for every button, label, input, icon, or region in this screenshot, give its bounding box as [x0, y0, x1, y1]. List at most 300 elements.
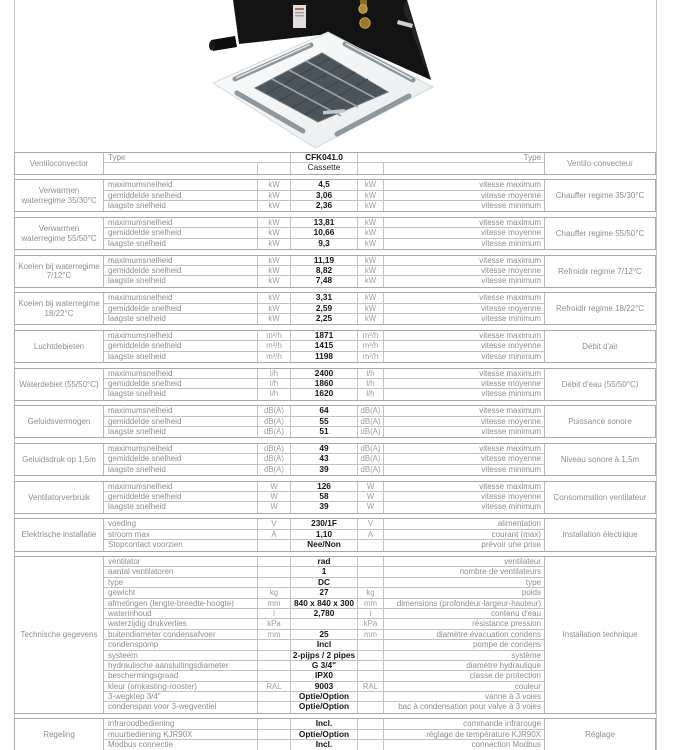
- cell-unit-right: kW: [358, 276, 384, 286]
- cell-unit-left: [258, 567, 291, 576]
- header-left-label: Ventiloconvector: [15, 153, 104, 174]
- group-label-nl: Geluidsdruk op 1,5m: [15, 444, 104, 475]
- cell-value: Optie/Option: [291, 702, 358, 712]
- cell-property-nl: kleur (omkasting-rooster): [104, 682, 258, 691]
- cell-unit-left: kW: [258, 191, 291, 200]
- cell-value: 1860: [291, 379, 358, 388]
- table-row: [104, 228, 544, 238]
- cell-property-nl: gemiddelde snelheid: [104, 492, 258, 501]
- table-row: [104, 201, 544, 211]
- cell-unit-right: kW: [358, 314, 384, 324]
- cell-unit-left: mm: [258, 599, 291, 608]
- cell-unit-right: kW: [358, 201, 384, 211]
- cell-property-nl: maximumsnelheid: [104, 331, 258, 340]
- table-row: [104, 427, 544, 437]
- cell-property-fr: alimentation: [497, 519, 541, 529]
- table-row: [104, 578, 544, 588]
- cell-property-nl: laagste snelheid: [104, 427, 258, 437]
- cell-unit-left: kW: [258, 239, 291, 249]
- table-row: [104, 661, 544, 671]
- cell-property-nl: laagste snelheid: [104, 465, 258, 475]
- spec-group: [14, 368, 656, 401]
- spec-group: [14, 255, 656, 288]
- cell-property-fr: nombre de ventilateurs: [459, 567, 541, 577]
- cell-property-fr: bac à condensation pour valve à 3 voies: [398, 702, 541, 712]
- cell-value: 10,66: [291, 228, 358, 237]
- cell-value: Optie/Option: [291, 692, 358, 701]
- cell-property-fr: contenu d'eau: [490, 608, 541, 618]
- cell-unit-right: mm: [358, 630, 384, 639]
- table-row: [104, 599, 544, 609]
- cell-value: 58: [291, 492, 358, 501]
- cell-unit-right: [358, 719, 384, 728]
- cell-unit-left: kW: [258, 293, 291, 302]
- cell-unit-right: kW: [358, 191, 384, 200]
- cell-property-nl: laagste snelheid: [104, 314, 258, 324]
- group-rows: [104, 331, 544, 362]
- cell-property-fr: vitesse minimum: [481, 351, 541, 361]
- cell-unit-left: W: [258, 492, 291, 501]
- cell-unit-left: W: [258, 502, 291, 512]
- cell-property-fr: vitesse moyenne: [480, 454, 541, 464]
- header-rows: [104, 153, 544, 174]
- group-label-nl: Geluidsvermogen: [15, 406, 104, 437]
- cell-unit-right: [358, 692, 384, 701]
- cell-value: 4,5: [291, 180, 358, 189]
- group-rows: [104, 557, 544, 713]
- header-empty-cell: [104, 163, 258, 173]
- cell-value: 2,36: [291, 201, 358, 211]
- cell-unit-right: [358, 540, 384, 550]
- cell-value: 1620: [291, 389, 358, 399]
- header-type-nl: Type: [104, 153, 291, 162]
- cell-unit-right: [358, 640, 384, 649]
- cell-property-nl: condenspan voor 3-wegventiel: [104, 702, 258, 712]
- cell-value: 55: [291, 417, 358, 426]
- cell-property-nl: maximumsnelheid: [104, 444, 258, 453]
- table-row: [104, 530, 544, 540]
- table-row: [104, 304, 544, 314]
- cell-unit-left: m³/h: [258, 331, 291, 340]
- group-label-fr: Refroidir regime 18/22°C: [544, 293, 655, 324]
- cell-property-nl: maximumsnelheid: [104, 180, 258, 189]
- cell-unit-left: RAL: [258, 682, 291, 691]
- cell-value: 51: [291, 427, 358, 437]
- cell-unit-right: m³/h: [358, 352, 384, 362]
- cell-unit-right: kW: [358, 228, 384, 237]
- cell-property-nl: laagste snelheid: [104, 239, 258, 249]
- group-label-fr: Chauffer regime 55/50°C: [544, 218, 655, 249]
- group-rows: [104, 719, 544, 750]
- cell-unit-left: kW: [258, 276, 291, 286]
- cell-unit-left: kPa: [258, 619, 291, 628]
- cell-unit-right: l/h: [358, 389, 384, 399]
- cell-property-nl: infraroodbediening: [104, 719, 258, 728]
- cell-unit-left: m³/h: [258, 341, 291, 350]
- cell-property-nl: laagste snelheid: [104, 201, 258, 211]
- table-row: [104, 702, 544, 712]
- group-label-nl: Technische gegevens: [15, 557, 104, 713]
- cell-property-fr: vitesse maximum: [479, 255, 541, 265]
- cell-value: 43: [291, 454, 358, 463]
- cell-unit-right: l: [358, 609, 384, 618]
- cell-property-fr: vitesse maximum: [479, 217, 541, 227]
- table-row: [104, 492, 544, 502]
- table-row: [104, 671, 544, 681]
- cell-value: 13,81: [291, 218, 358, 227]
- cell-unit-left: mm: [258, 630, 291, 639]
- table-row: [104, 191, 544, 201]
- drain-pipe: [211, 36, 237, 51]
- header-empty-cell: [358, 163, 384, 173]
- table-row: [104, 482, 544, 492]
- cell-property-fr: prévoir une prise: [481, 540, 541, 550]
- table-row: [104, 630, 544, 640]
- cell-unit-right: RAL: [358, 682, 384, 691]
- spec-group: [14, 292, 656, 325]
- group-label-nl: Waterdebiet (55/50°C): [15, 369, 104, 400]
- cell-value: G 3/4": [291, 661, 358, 670]
- table-row: [104, 730, 544, 740]
- table-row: [104, 389, 544, 399]
- cell-value: 39: [291, 465, 358, 475]
- cell-property-fr: couleur: [514, 681, 541, 691]
- cell-unit-right: m³/h: [358, 341, 384, 350]
- cell-unit-left: [258, 692, 291, 701]
- cell-property-nl: gemiddelde snelheid: [104, 417, 258, 426]
- header-subtype: Cassette: [291, 163, 358, 173]
- table-row: [104, 314, 544, 324]
- cell-unit-right: dB(A): [358, 417, 384, 426]
- cell-unit-left: [258, 730, 291, 739]
- cell-property-nl: ventilator: [104, 557, 258, 566]
- cell-property-fr: vitesse maximum: [479, 293, 541, 303]
- cell-property-nl: gemiddelde snelheid: [104, 454, 258, 463]
- table-row: [104, 218, 544, 228]
- cell-unit-left: dB(A): [258, 465, 291, 475]
- cell-unit-left: kW: [258, 266, 291, 275]
- cell-unit-right: kW: [358, 256, 384, 265]
- header-right-label: Ventilo-convecteur: [544, 153, 655, 174]
- cell-property-fr: système: [511, 650, 541, 660]
- spec-group: [14, 179, 656, 212]
- cell-property-nl: Modbus connectie: [104, 740, 258, 750]
- group-label-nl: Luchtdebieten: [15, 331, 104, 362]
- cell-value: 2400: [291, 369, 358, 378]
- cell-value: DC: [291, 578, 358, 587]
- cell-value: rad: [291, 557, 358, 566]
- valve-bottom: [360, 18, 370, 28]
- cell-unit-right: kW: [358, 239, 384, 249]
- cell-unit-right: [358, 661, 384, 670]
- cell-property-fr: commande infrarouge: [463, 719, 541, 729]
- cell-value: Incl: [291, 640, 358, 649]
- group-label-nl: Verwarmen waterregime 55/50°C: [15, 218, 104, 249]
- cell-unit-left: [258, 719, 291, 728]
- cell-unit-right: [358, 740, 384, 750]
- cell-property-fr: résistance pression: [472, 619, 541, 629]
- cell-value: 25: [291, 630, 358, 639]
- group-rows: [104, 293, 544, 324]
- spec-group: [14, 217, 656, 250]
- cell-property-fr: type: [525, 577, 541, 587]
- cell-unit-right: W: [358, 502, 384, 512]
- label-sticker-line: [295, 15, 304, 17]
- cell-property-nl: maximumsnelheid: [104, 482, 258, 491]
- cell-unit-left: m³/h: [258, 352, 291, 362]
- cell-unit-right: dB(A): [358, 406, 384, 415]
- cell-value: 2-pijps / 2 pipes: [291, 651, 358, 660]
- cell-property-fr: vitesse maximum: [479, 443, 541, 453]
- cell-value: 3,06: [291, 191, 358, 200]
- cell-unit-right: dB(A): [358, 454, 384, 463]
- cell-value: 2,25: [291, 314, 358, 324]
- cell-unit-right: kg: [358, 588, 384, 597]
- cell-unit-left: [258, 671, 291, 680]
- cassette-unit-illustration: [205, 0, 475, 150]
- cell-value: Incl.: [291, 740, 358, 750]
- spec-group: [14, 481, 656, 514]
- cell-unit-left: kW: [258, 304, 291, 313]
- cell-unit-left: dB(A): [258, 427, 291, 437]
- cell-property-fr: vitesse minimum: [481, 238, 541, 248]
- cell-value: 9,3: [291, 239, 358, 249]
- table-row: [104, 379, 544, 389]
- cell-property-nl: gemiddelde snelheid: [104, 266, 258, 275]
- spec-group: [14, 518, 656, 551]
- spec-group: [14, 405, 656, 438]
- cell-value: 11,19: [291, 256, 358, 265]
- cell-unit-right: kW: [358, 293, 384, 302]
- cell-unit-left: [258, 740, 291, 750]
- cell-property-fr: vitesse minimum: [481, 201, 541, 211]
- cell-value: IPX0: [291, 671, 358, 680]
- cell-unit-left: A: [258, 530, 291, 539]
- cell-property-fr: réglage de température KJR90X: [426, 729, 541, 739]
- table-row: [104, 239, 544, 249]
- table-row: [104, 502, 544, 512]
- group-rows: [104, 444, 544, 475]
- table-row: [104, 266, 544, 276]
- cell-unit-left: V: [258, 519, 291, 528]
- cell-unit-left: [258, 540, 291, 550]
- cell-value: 64: [291, 406, 358, 415]
- cell-property-fr: vitesse moyenne: [480, 416, 541, 426]
- cell-unit-left: l/h: [258, 379, 291, 388]
- table-row: [104, 417, 544, 427]
- table-row: [104, 640, 544, 650]
- group-label-fr: Débit d'eau (55/50°C): [544, 369, 655, 400]
- table-row: [104, 341, 544, 351]
- group-rows: [104, 482, 544, 513]
- cell-unit-right: [358, 730, 384, 739]
- spec-group: [14, 443, 656, 476]
- cell-value: 7,48: [291, 276, 358, 286]
- cell-unit-right: l/h: [358, 369, 384, 378]
- cell-property-nl: systeem: [104, 651, 258, 660]
- group-label-fr: Refroidir regime 7/12°C: [544, 256, 655, 287]
- group-label-fr: Débit d'air: [544, 331, 655, 362]
- cell-value: 1: [291, 567, 358, 576]
- group-label-nl: Ventilatorverbruik: [15, 482, 104, 513]
- table-row: [104, 588, 544, 598]
- header-empty-cell: [384, 163, 544, 173]
- cell-property-nl: voeding: [104, 519, 258, 528]
- cell-unit-right: [358, 578, 384, 587]
- table-row: [104, 454, 544, 464]
- cell-unit-left: dB(A): [258, 444, 291, 453]
- cell-property-nl: gewicht: [104, 588, 258, 597]
- table-row: [104, 557, 544, 567]
- group-label-nl: Koelen bij waterregime 18/22°C: [15, 293, 104, 324]
- group-label-nl: Elektrische installatie: [15, 519, 104, 550]
- cell-property-fr: vitesse maximum: [479, 330, 541, 340]
- cell-property-fr: courant (max): [491, 529, 541, 539]
- valve-top: [359, 5, 367, 13]
- table-row: [104, 369, 544, 379]
- cell-unit-left: [258, 702, 291, 712]
- group-label-fr: Puissance sonore: [544, 406, 655, 437]
- cell-unit-left: W: [258, 482, 291, 491]
- cell-property-nl: stroom max: [104, 530, 258, 539]
- cell-unit-right: [358, 651, 384, 660]
- header-row-2: [104, 163, 544, 173]
- cell-value: 840 x 840 x 300: [291, 599, 358, 608]
- cell-value: 1198: [291, 352, 358, 362]
- table-row: [104, 740, 544, 750]
- group-label-fr: Niveau sonore à 1,5m: [544, 444, 655, 475]
- cell-unit-left: kW: [258, 314, 291, 324]
- cell-unit-right: kW: [358, 266, 384, 275]
- group-label-fr: Installation électrique: [544, 519, 655, 550]
- cell-value: 2,780: [291, 609, 358, 618]
- cell-value: 230/1F: [291, 519, 358, 528]
- group-label-fr: Installation technique: [544, 557, 655, 713]
- cell-property-fr: vitesse maximum: [479, 406, 541, 416]
- cell-value: 1,10: [291, 530, 358, 539]
- table-row: [104, 180, 544, 190]
- spec-table-groups: [14, 179, 656, 750]
- cell-property-fr: diamètre hydraulique: [466, 660, 541, 670]
- group-rows: [104, 218, 544, 249]
- cell-value: 49: [291, 444, 358, 453]
- cell-property-fr: vitesse moyenne: [480, 341, 541, 351]
- cell-property-nl: condenspomp: [104, 640, 258, 649]
- cell-property-fr: vitesse maximum: [479, 180, 541, 190]
- cell-property-nl: aantal ventilatoren: [104, 567, 258, 576]
- product-photo: [205, 0, 475, 150]
- cell-unit-left: [258, 651, 291, 660]
- cell-property-fr: vitesse maximum: [479, 481, 541, 491]
- cell-value: 9003: [291, 682, 358, 691]
- cell-unit-left: dB(A): [258, 454, 291, 463]
- cell-unit-left: l/h: [258, 369, 291, 378]
- header-type-fr: Type: [523, 153, 541, 162]
- cell-property-nl: gemiddelde snelheid: [104, 304, 258, 313]
- table-row: [104, 444, 544, 454]
- cell-unit-right: dB(A): [358, 427, 384, 437]
- cell-property-fr: vitesse minimum: [481, 314, 541, 324]
- cell-value: Nee/Non: [291, 540, 358, 550]
- cell-property-nl: laagste snelheid: [104, 502, 258, 512]
- spec-group: [14, 718, 656, 750]
- cell-value: 27: [291, 588, 358, 597]
- cell-property-fr: connection Modbus: [471, 740, 541, 750]
- cell-property-fr: vitesse moyenne: [480, 190, 541, 200]
- table-row: [104, 609, 544, 619]
- cell-property-nl: beschermingsgraad: [104, 671, 258, 680]
- cell-property-fr: pompe de condens: [472, 640, 541, 650]
- cell-property-nl: maximumsnelheid: [104, 256, 258, 265]
- cell-unit-right: kPa: [358, 619, 384, 628]
- cell-property-fr: classe de protection: [469, 671, 541, 681]
- table-row: [104, 651, 544, 661]
- cell-unit-left: [258, 661, 291, 670]
- spec-header-group: [14, 152, 656, 175]
- cell-unit-left: kW: [258, 180, 291, 189]
- group-label-fr: Réglage: [544, 719, 655, 750]
- cell-property-nl: laagste snelheid: [104, 389, 258, 399]
- cell-property-nl: muurbediening KJR90X: [104, 730, 258, 739]
- cell-unit-right: [358, 567, 384, 576]
- cell-value: 8,82: [291, 266, 358, 275]
- header-model: CFK041.0: [291, 153, 358, 162]
- cell-property-fr: vitesse moyenne: [480, 266, 541, 276]
- cell-property-fr: vitesse moyenne: [480, 379, 541, 389]
- cell-property-nl: gemiddelde snelheid: [104, 228, 258, 237]
- cell-value: Incl.: [291, 719, 358, 728]
- cell-property-fr: dimensions (profondeur-largeur-hauteur): [396, 598, 541, 608]
- cell-property-nl: laagste snelheid: [104, 352, 258, 362]
- group-label-nl: Verwarmen waterregime 35/30°C: [15, 180, 104, 211]
- table-row: [104, 406, 544, 416]
- table-row: [104, 719, 544, 729]
- table-row: [104, 692, 544, 702]
- table-row: [104, 682, 544, 692]
- cell-property-nl: laagste snelheid: [104, 276, 258, 286]
- cell-value: 126: [291, 482, 358, 491]
- group-rows: [104, 180, 544, 211]
- cell-unit-left: [258, 640, 291, 649]
- cell-unit-right: A: [358, 530, 384, 539]
- cell-property-fr: poids: [521, 588, 541, 598]
- cell-property-nl: waterinhoud: [104, 609, 258, 618]
- drain-pipe-end: [209, 41, 215, 51]
- table-row: [104, 567, 544, 577]
- spec-table: [14, 152, 656, 750]
- table-row: [104, 293, 544, 303]
- cell-value: 3,31: [291, 293, 358, 302]
- cell-property-fr: vitesse minimum: [481, 502, 541, 512]
- table-row: [104, 352, 544, 362]
- cell-property-nl: hydraulische aansluitingsdiameter: [104, 661, 258, 670]
- cell-unit-left: kW: [258, 228, 291, 237]
- cell-unit-right: m³/h: [358, 331, 384, 340]
- cell-unit-left: kW: [258, 201, 291, 211]
- table-row: [104, 256, 544, 266]
- cell-unit-right: mm: [358, 599, 384, 608]
- cell-property-nl: gemiddelde snelheid: [104, 379, 258, 388]
- cell-unit-right: kW: [358, 304, 384, 313]
- cell-property-nl: maximumsnelheid: [104, 406, 258, 415]
- cell-unit-right: [358, 671, 384, 680]
- group-label-nl: Koelen bij waterregime 7/12°C: [15, 256, 104, 287]
- spec-group: [14, 330, 656, 363]
- cell-property-nl: gemiddelde snelheid: [104, 191, 258, 200]
- group-label-nl: Regeling: [15, 719, 104, 750]
- cell-property-fr: vitesse minimum: [481, 427, 541, 437]
- header-row-1: [104, 153, 544, 163]
